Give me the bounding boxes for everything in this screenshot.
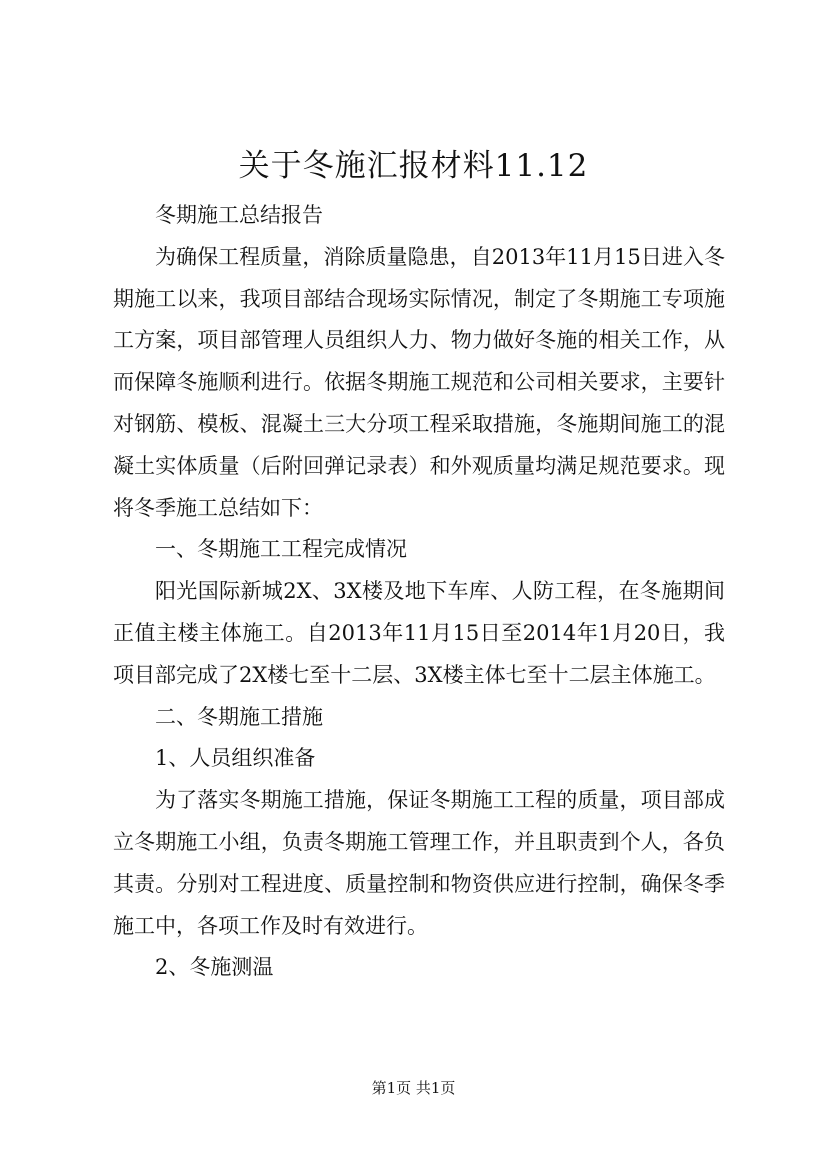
section-heading-completion: 一、冬期施工工程完成情况 <box>155 537 407 562</box>
page-footer: 第1页 共1页 <box>371 1079 456 1097</box>
subsection-heading-temperature: 2、冬施测温 <box>155 955 274 980</box>
document-title: 关于冬施汇报材料11.12 <box>238 148 589 184</box>
subsection-heading-staff: 1、人员组织准备 <box>155 746 316 771</box>
section-heading-measures: 二、冬期施工措施 <box>155 704 323 729</box>
paragraph-intro: 为确保工程质量，消除质量隐患，自2013年11月15日进入冬期施工以来，我项目部结合现场实际情况，制定了冬期施工专项施工方案，项目部管理人员组织人力、物力做好冬施的相关工作，从而保障冬施顺利进行。依据冬期施工规范和公司相关要求，主要针对钢筋、模板、混凝土三大分项工程采取措施，冬施期间施工的混凝土实体质量（后附回弹记录表）和外观质量均满足规范要求。现将冬季施工总结如下： <box>113 244 725 520</box>
document-body <box>113 195 725 989</box>
paragraph-completion: 阳光国际新城2X、3X楼及地下车库、人防工程，在冬施期间正值主楼主体施工。自2013年11月15日至2014年1月20日，我项目部完成了2X楼七至十二层、3X楼主体七至十二层主体施工。 <box>113 579 725 687</box>
paragraph-staff: 为了落实冬期施工措施，保证冬期施工工程的质量，项目部成立冬期施工小组，负责冬期施工管理工作，并且职责到个人，各负其责。分别对工程进度、质量控制和物资供应进行控制，确保冬季施工中，各项工作及时有效进行。 <box>113 788 725 938</box>
paragraph-report-heading: 冬期施工总结报告 <box>155 203 323 227</box>
